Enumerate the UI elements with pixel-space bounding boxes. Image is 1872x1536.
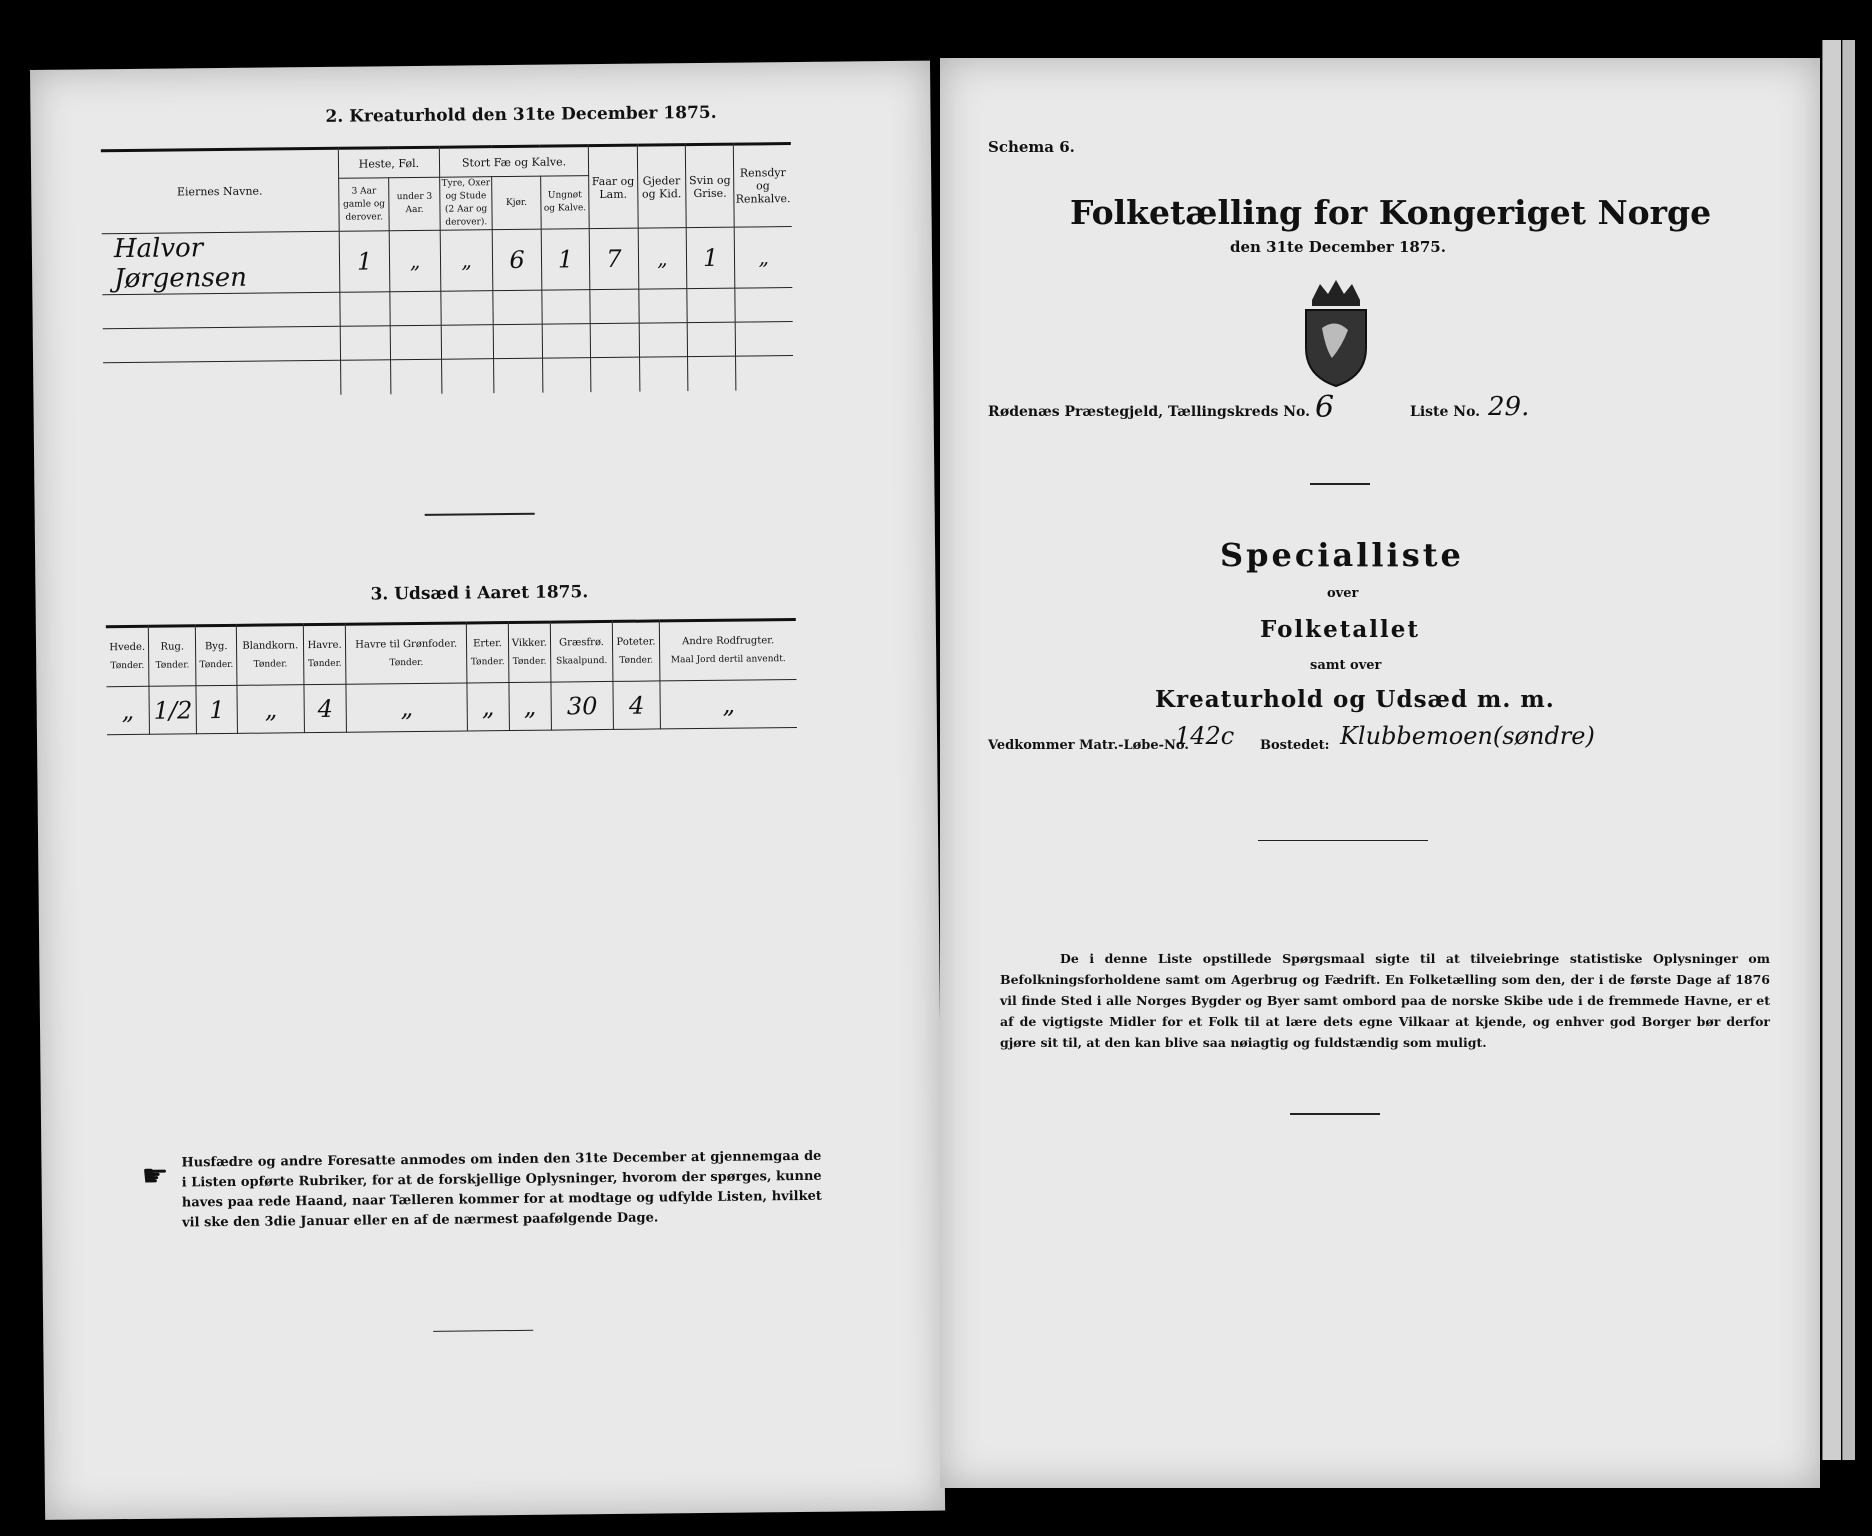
schema-label: Schema 6.: [988, 138, 1075, 156]
udsaed-header-name: Erter.: [473, 638, 503, 650]
udsaed-header: [195, 625, 237, 685]
value-heste-b: „: [390, 230, 441, 292]
udsaed-header-name: Poteter.: [616, 636, 656, 648]
udsaed-header-unit: Tønder.: [512, 656, 547, 667]
udsaed-value: „: [346, 683, 468, 732]
udsaed-header-unit: Tønder.: [199, 659, 234, 671]
udsaed-value: 30: [551, 681, 613, 730]
intro-text: De i denne Liste opstillede Spørgsmaal sigte til at tilveiebringe statistiske Oplysninger om Befolkningsforholdene samt om Agerbrug og Fædrift. En Folketælling som den, der i de første Dage af 1876 vil finde Sted i alle Norges Bygder og Byer samt ombord paa de norske Skibe ude i de fremmede Havne, er et af de vigtigste Midler for et Folk til at lære dets egne Vilkaar at kjende, og enhver god Borger bør derfor gjøre sit til, at den kan blive saa nøiagtig og fuldstændig som muligt.: [1000, 951, 1770, 1050]
header-stort-a: Tyre, Oxer og Stude (2 Aar og derover).: [440, 177, 493, 231]
udsaed-header-unit: Tønder.: [253, 659, 288, 670]
tellingskreds-number: 6: [1315, 390, 1335, 425]
divider: [425, 513, 535, 516]
udsaed-table: [106, 618, 797, 735]
right-page: [940, 58, 1820, 1488]
udsaed-header-unit: Maal Jord dertil anvendt.: [670, 654, 786, 666]
divider: [1310, 483, 1370, 485]
udsaed-header-unit: Tønder.: [307, 658, 342, 670]
udsaed-value: „: [467, 683, 509, 731]
header-rensdyr: Rensdyr og Renkalve.: [734, 144, 792, 228]
udsaed-header-name: Havre.: [307, 639, 342, 652]
value-faar: 7: [589, 228, 638, 290]
udsaed-header: [304, 624, 346, 684]
header-heste: Heste, Føl.: [338, 147, 439, 178]
udsaed-header: [237, 625, 305, 686]
prestegjeld-label: Rødenæs Præstegjeld, Tællingskreds No.: [988, 404, 1311, 420]
page-edge: [1842, 40, 1855, 1460]
udsaed-header-unit: Tønder.: [389, 657, 424, 669]
bostedet-label: Bostedet:: [1260, 738, 1330, 753]
header-faar: Faar og Lam.: [589, 145, 638, 229]
udsaed-header: [612, 621, 660, 681]
bostedet-value: Klubbemoen(søndre): [1340, 722, 1595, 750]
udsaed-header-unit: Tønder.: [470, 657, 505, 668]
kreaturhold-title: Kreaturhold og Udsæd m. m.: [1155, 686, 1555, 713]
folketallet-title: Folketallet: [1260, 616, 1420, 643]
section3-title: 3. Udsæd i Aaret 1875.: [370, 582, 589, 605]
section2-title: 2. Kreaturhold den 31te December 1875.: [325, 102, 717, 127]
udsaed-value: 1/2: [149, 686, 196, 734]
udsaed-value: 1: [196, 685, 238, 733]
liste-number: 29.: [1488, 392, 1530, 422]
value-rensdyr: „: [735, 227, 793, 289]
udsaed-header-name: Byg.: [204, 640, 228, 653]
over-text: over: [1327, 586, 1359, 601]
udsaed-value: „: [106, 686, 149, 734]
header-stort-b: Kjør.: [492, 176, 541, 230]
kreatur-table: [101, 142, 794, 397]
udsaed-header-unit: Tønder.: [110, 660, 145, 672]
bottom-divider: [433, 1330, 533, 1332]
census-date: den 31te December 1875.: [1230, 238, 1446, 256]
udsaed-header-name: Andre Rodfrugter.: [682, 635, 775, 648]
header-heste-b: under 3 Aar.: [389, 177, 440, 231]
header-owner: Eiernes Navne.: [101, 148, 339, 233]
header-stort-c: Ungnøt og Kalve.: [540, 176, 589, 230]
liste-label: Liste No.: [1410, 404, 1481, 420]
udsaed-header-name: Hvede.: [109, 641, 146, 654]
udsaed-header-unit: Tønder.: [155, 660, 190, 671]
notice-text: Husfædre og andre Foresatte anmodes om inden den 31te December at gjennemgaa de i Listen opførte Rubriker, for at de forskjellige Oplysninger, hvorom der spørges, kunne haves paa rede Haand, naar Tælleren kommer for at modtage og udfylde Listen, hvilket vil ske den 3die Januar eller en af de nærmest paafølgende Dage.: [181, 1148, 822, 1231]
udsaed-value: „: [237, 685, 305, 734]
udsaed-header: [508, 622, 551, 682]
specialliste-title: Specialliste: [1220, 536, 1464, 574]
bottom-divider: [1290, 1113, 1380, 1115]
udsaed-header-name: Vikker.: [511, 637, 548, 649]
page-edge: [1822, 40, 1841, 1460]
udsaed-header-name: Græsfrø.: [559, 637, 605, 649]
udsaed-header: [551, 621, 613, 682]
udsaed-header-unit: Tønder.: [619, 655, 654, 666]
pointing-hand-icon: ☛: [141, 1158, 169, 1194]
header-svin: Svin og Grise.: [685, 144, 734, 228]
coat-of-arms-icon: [1292, 278, 1380, 388]
udsaed-header: [659, 620, 796, 681]
header-stort-fae: Stort Fæ og Kalve.: [439, 146, 589, 178]
value-gjeder: „: [638, 228, 687, 290]
matr-number: 142c: [1175, 722, 1235, 750]
samt-over-text: samt over: [1310, 658, 1382, 673]
udsaed-value: 4: [304, 684, 346, 732]
left-page: [30, 61, 945, 1520]
value-stort-c: 1: [541, 229, 590, 291]
main-title: Folketælling for Kongeriget Norge: [1070, 193, 1712, 232]
matr-label: Vedkommer Matr.-Løbe-No.: [988, 738, 1189, 753]
udsaed-value: „: [660, 680, 797, 729]
udsaed-header: [149, 626, 196, 686]
udsaed-header: [467, 623, 509, 683]
udsaed-header-name: Havre til Grønfoder.: [355, 638, 458, 651]
value-stort-b: 6: [493, 229, 542, 291]
udsaed-header-name: Rug.: [160, 641, 185, 653]
owner-name: Halvor Jørgensen: [102, 231, 340, 294]
udsaed-header: [345, 623, 467, 684]
udsaed-header: [106, 626, 149, 686]
divider: [1258, 840, 1428, 841]
udsaed-value: „: [508, 682, 551, 730]
udsaed-header-name: Blandkorn.: [242, 640, 299, 652]
value-stort-a: „: [440, 230, 493, 292]
value-heste-a: 1: [339, 231, 390, 293]
value-svin: 1: [686, 227, 735, 289]
header-gjeder: Gjeder og Kid.: [637, 145, 686, 229]
udsaed-header-unit: Skaalpund.: [556, 655, 608, 667]
header-heste-a: 3 Aar gamle og derover.: [339, 178, 390, 232]
udsaed-value: 4: [613, 681, 661, 729]
